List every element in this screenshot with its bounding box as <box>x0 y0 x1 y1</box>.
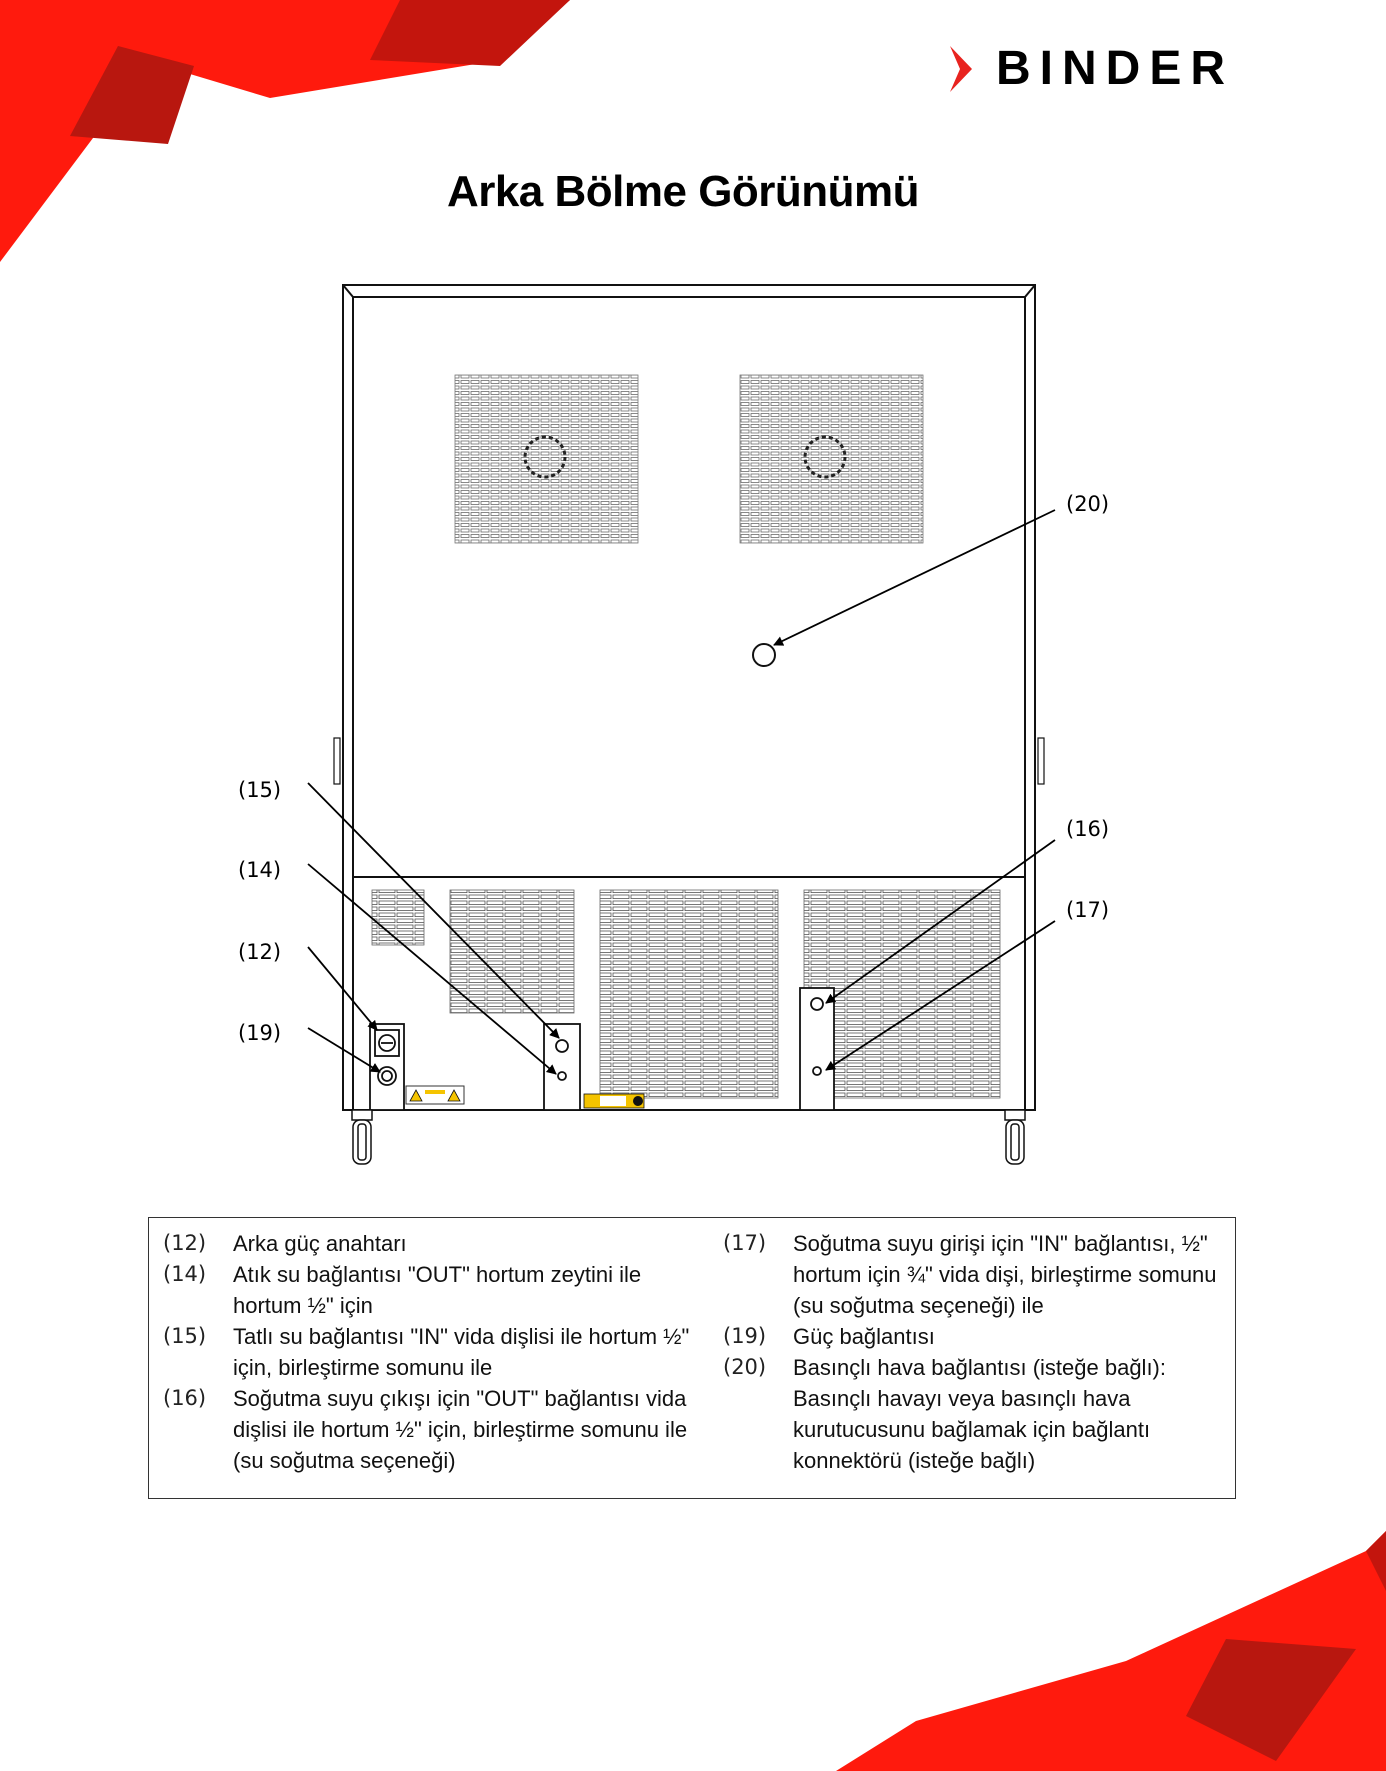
legend-text: Soğutma suyu girişi için "IN" bağlantısı, ½" hortum için ¾" vida dişi, birleştirme somunu (su soğutma seçeneği) ile <box>793 1231 1217 1318</box>
legend-row <box>723 1228 1223 1321</box>
legend-number: (16) <box>163 1386 207 1410</box>
callout-15: (15) <box>238 778 282 802</box>
power-switch-box <box>370 1024 404 1110</box>
lower-grilles <box>372 890 1000 1098</box>
legend-number: (17) <box>723 1231 767 1255</box>
legend-row <box>163 1228 703 1259</box>
legend-table <box>148 1217 1236 1499</box>
callout-12: (12) <box>238 940 282 964</box>
corner-decoration-bottom-right <box>826 1511 1386 1771</box>
legend-row <box>723 1352 1223 1476</box>
warning-label <box>406 1086 464 1104</box>
legend-row <box>723 1321 1223 1352</box>
cooling-water-block <box>800 988 834 1110</box>
castor-left <box>352 1110 372 1164</box>
fan-grille-right <box>740 375 923 543</box>
refrigerant-label <box>584 1094 644 1108</box>
legend-text: Basınçlı hava bağlantısı (isteğe bağlı): Basınçlı havayı veya basınçlı hava kurutucusunu bağlamak için bağlantı konnektörü (isteğe bağlı) <box>793 1355 1166 1473</box>
legend-left-column <box>163 1228 703 1476</box>
callout-14: (14) <box>238 858 282 882</box>
water-connection-block <box>544 1024 580 1110</box>
legend-text: Tatlı su bağlantısı "IN" vida dişlisi ile hortum ½" için, birleştirme somunu ile <box>233 1324 690 1380</box>
legend-row <box>163 1383 703 1476</box>
legend-text: Soğutma suyu çıkışı için "OUT" bağlantısı vida dişlisi ile hortum ½" için, birleştirme somunu ile (su soğutma seçeneği) <box>233 1386 688 1473</box>
legend-right-column <box>723 1228 1223 1476</box>
callout-16: (16) <box>1066 817 1110 841</box>
brand-name: BINDER <box>996 42 1235 95</box>
callout-19: (19) <box>238 1021 282 1045</box>
legend-row <box>163 1259 703 1321</box>
legend-number: (15) <box>163 1324 207 1348</box>
legend-number: (20) <box>723 1355 767 1379</box>
legend-text: Atık su bağlantısı "OUT" hortum zeytini ile hortum ½" için <box>233 1262 642 1318</box>
legend-number: (12) <box>163 1231 207 1255</box>
compressed-air-connector <box>753 644 775 666</box>
legend-number: (19) <box>723 1324 767 1348</box>
callout-20: (20) <box>1066 492 1110 516</box>
legend-number: (14) <box>163 1262 207 1286</box>
page-title: Arka Bölme Görünümü <box>446 167 920 216</box>
callout-17: (17) <box>1066 898 1110 922</box>
legend-text: Güç bağlantısı <box>793 1324 935 1349</box>
fan-grille-left <box>455 375 638 543</box>
legend-row <box>163 1321 703 1383</box>
castor-right <box>1005 1110 1025 1164</box>
legend-text: Arka güç anahtarı <box>233 1231 407 1256</box>
